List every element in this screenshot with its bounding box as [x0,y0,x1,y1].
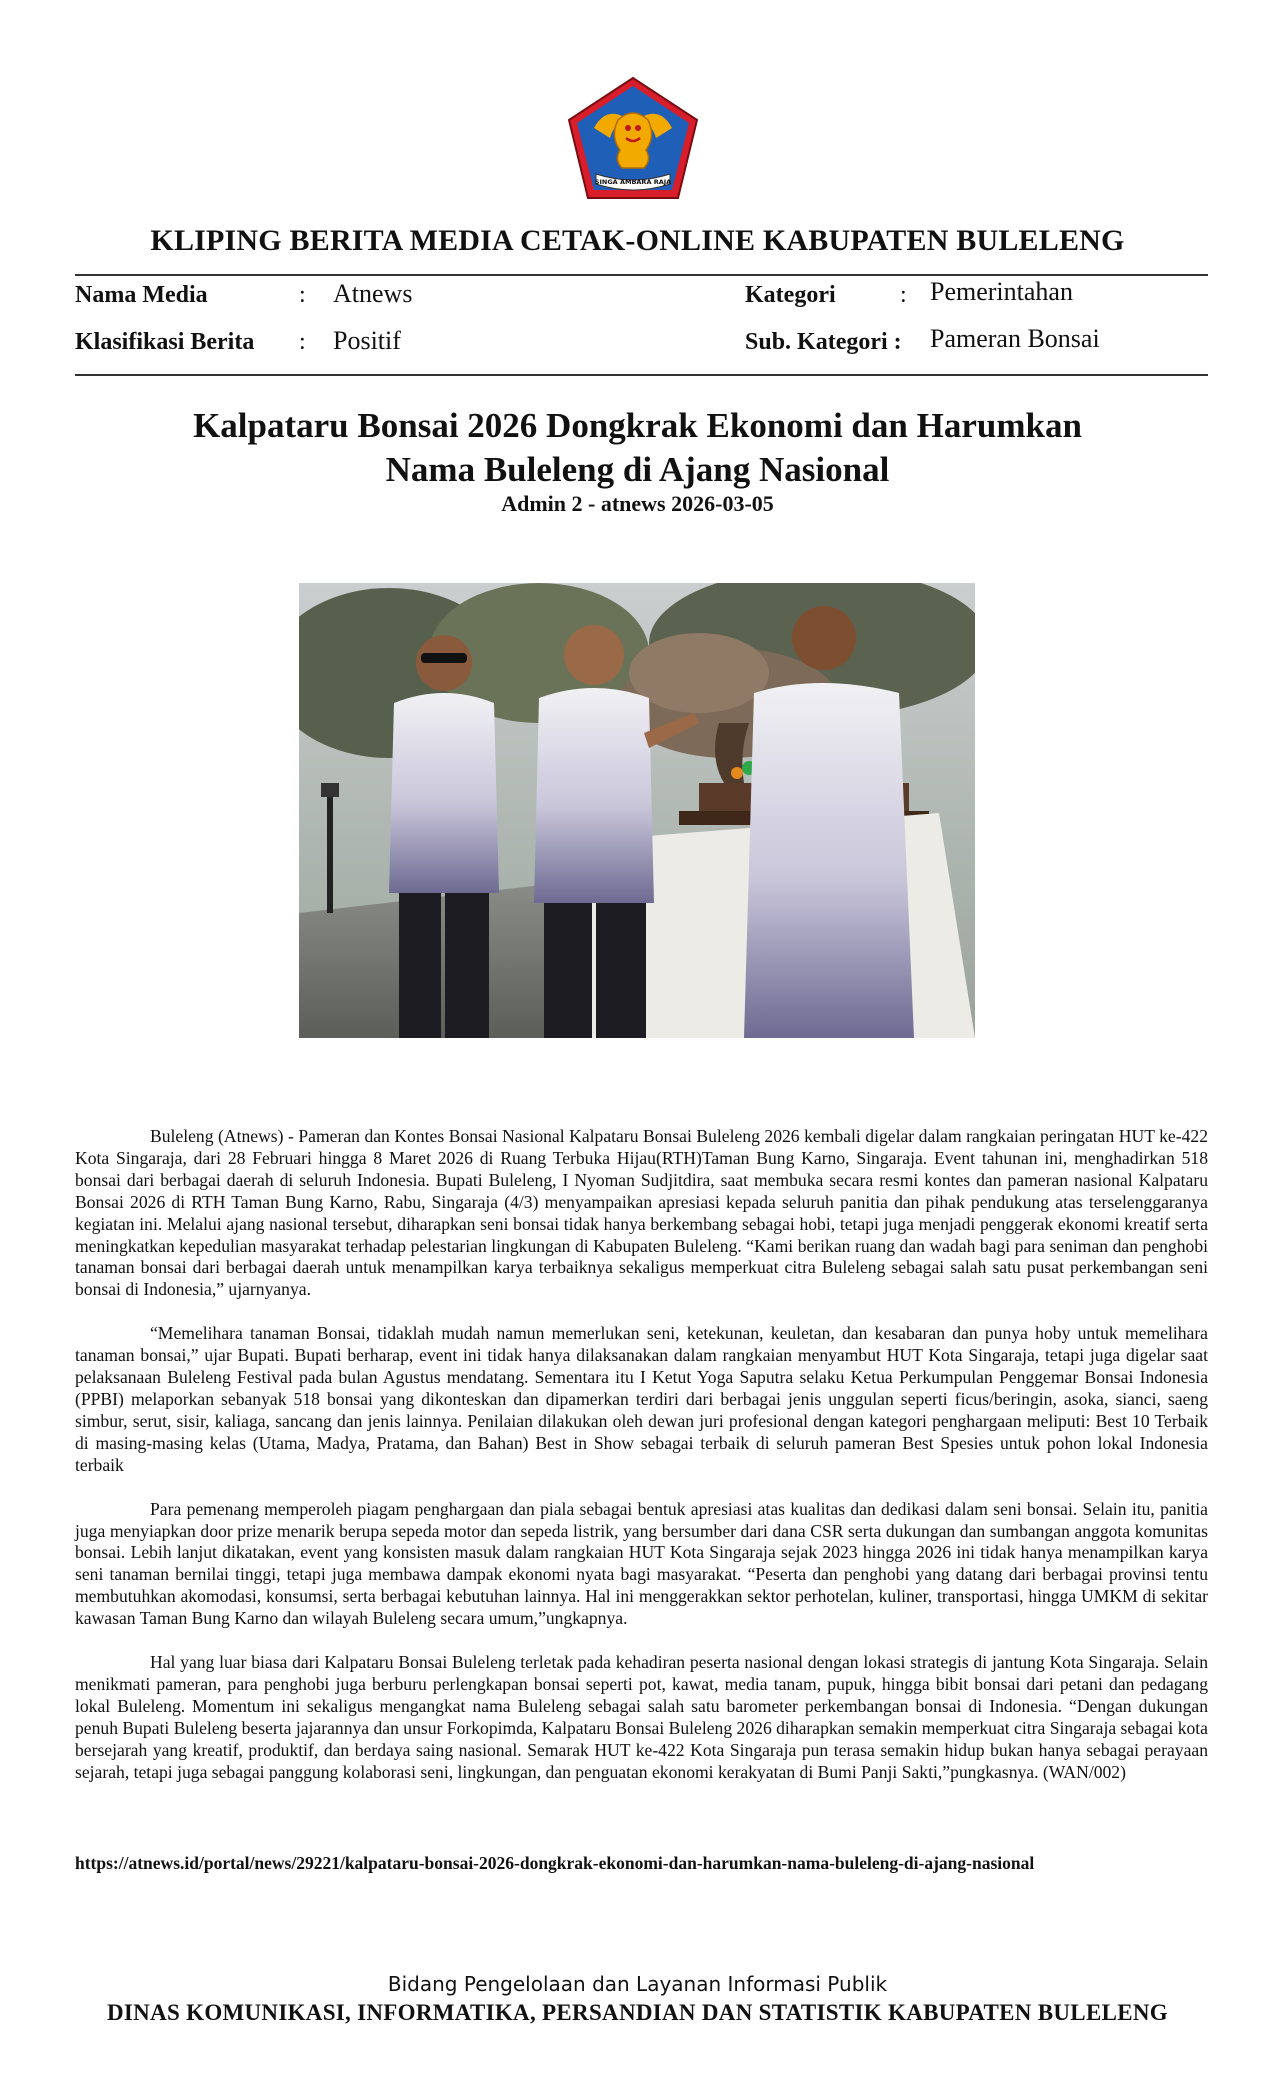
header-divider-bottom [75,374,1208,376]
footer-division: Bidang Pengelolaan dan Layanan Informasi Publik [387,1972,888,1996]
footer-agency: DINAS KOMUNIKASI, INFORMATIKA, PERSANDIAN DAN STATISTIK KABUPATEN BULELENG [107,2000,1168,2025]
subkategori-value: Pameran Bonsai [930,324,1100,353]
article-paragraph: Hal yang luar biasa dari Kalpataru Bonsai Buleleng terletak pada kehadiran peserta nasional dengan lokasi strategis di jantung Kota Singaraja. Selain menikmati pameran, para penghobi juga berburu perlengkapan bonsai seperti pot, kawat, media tanam, pupuk, hingga bibit bonsai dari petani dan pedagang lokal Buleleng. Momentum ini sekaligus mengangkat nama Buleleng sebagai salah satu barometer perkembangan bonsai di Indonesia. “Dengan dukungan penuh Bupati Buleleng beserta jajarannya dan unsur Forkopimda, Kalpataru Bonsai Buleleng 2026 diharapkan semakin memperkuat citra Singaraja sebagai kota bersejarah yang kreatif, produktif, dan berdaya saing nasional. Semarak HUT ke-422 Kota Singaraja pun terasa semakin hidup bukan hanya sebagai perayaan sejarah, tetapi juga sebagai panggung kolaborasi seni, lingkungan, dan penguatan ekonomi kerakyatan di Bumi Panji Sakti,”pungkasnya. (WAN/002) [75,1652,1208,1782]
kategori-label: Kategori [745,282,836,308]
article-photo [299,583,975,1038]
article-title-line-2: Nama Buleleng di Ajang Nasional [385,450,890,489]
subkategori-label: Sub. Kategori : [745,329,902,355]
klasifikasi-row [75,329,254,356]
media-name-row [75,282,208,309]
article-paragraph: Buleleng (Atnews) - Pameran dan Kontes Bonsai Nasional Kalpataru Bonsai Buleleng 2026 kembali digelar dalam rangkaian peringatan HUT ke-422 Kota Singaraja, dari 28 Februari hingga 8 Maret 2026 di Ruang Terbuka Hijau(RTH)Taman Bung Karno, Singaraja. Event tahunan ini, menghadirkan 518 bonsai dari berbagai daerah di seluruh Indonesia. Bupati Buleleng, I Nyoman Sudjitdira, saat membuka secara resmi kontes dan pameran nasional Kalpataru Bonsai 2026 di RTH Taman Bung Karno, Rabu, Singaraja (4/3) menyampaikan apresiasi kepada seluruh panitia dan pihak pendukung atas terselenggaranya kegiatan ini. Melalui ajang nasional tersebut, diharapkan seni bonsai tidak hanya berkembang sebagai hobi, tetapi juga menjadi penggerak ekonomi kreatif serta meningkatkan kepedulian masyarakat terhadap pelestarian lingkungan di Kabupaten Buleleng. “Kami berikan ruang dan wadah bagi para seniman dan penghobi tanaman bonsai dari berbagai daerah untuk menampilkan karya terbaiknya sekaligus memperkuat citra Buleleng sebagai salah satu pusat perkembangan seni bonsai di Indonesia,” ujarnyanya. [75,1126,1208,1300]
header-divider-top [75,274,1208,276]
kategori-colon: : [900,282,907,308]
buleleng-coat-of-arms-logo [566,76,700,200]
article-paragraph: “Memelihara tanaman Bonsai, tidaklah mudah namun memerlukan seni, ketekunan, keuletan, dan kesabaran dan punya hoby untuk memelihara tanaman bonsai,” ujar Bupati. Bupati berharap, event ini tidak hanya dilaksanakan dalam rangkaian menyambut HUT Kota Singaraja, tetapi juga digelar saat pelaksanaan Buleleng Festival pada bulan Agustus mendatang. Sementara itu I Ketut Yoga Saputra selaku Ketua Perkumpulan Penggemar Bonsai Indonesia (PPBI) melaporkan sebanyak 518 bonsai yang dikonteskan dan dipamerkan terdiri dari berbagai jenis unggulan seperti ficus/beringin, asoka, sianci, saeng simbur, serut, sisir, kaliaga, sancang dan jenis lainnya. Penilaian dilakukan oleh dewan juri profesional dengan kategori penghargaan meliputi: Best 10 Terbaik di masing-masing kelas (Utama, Madya, Pratama, dan Bahan) Best in Show sebagai terbaik di seluruh pameran Best Spesies untuk pohon lokal Indonesia terbaik [75,1323,1208,1475]
klasifikasi-label: Klasifikasi Berita [75,329,255,355]
klasifikasi-colon: : [299,329,306,355]
subkategori-value-wrap [930,324,1100,354]
media-name-value: Atnews [333,279,413,308]
kategori-row [745,282,836,309]
logo-motto-text: SINGA AMBARA RAJA [594,178,672,186]
media-name-value-wrap [333,279,412,309]
kategori-value: Pemerintahan [930,277,1073,306]
article-title [100,404,1175,492]
article-byline: Admin 2 - atnews 2026-03-05 [501,491,774,516]
media-name-label: Nama Media [75,282,208,308]
document-header-title: KLIPING BERITA MEDIA CETAK-ONLINE KABUPATEN BULELENG [150,224,1125,257]
klasifikasi-value-wrap [333,326,401,356]
source-url-link[interactable]: https://atnews.id/portal/news/29221/kalpataru-bonsai-2026-dongkrak-ekonomi-dan-harumkan-nama-buleleng-di-ajang-nasional [75,1853,1035,1873]
subkategori-row [745,329,902,356]
klasifikasi-value: Positif [333,326,401,355]
article-paragraph: Para pemenang memperoleh piagam penghargaan dan piala sebagai bentuk apresiasi atas kualitas dan dedikasi dalam seni bonsai. Selain itu, panitia juga menyiapkan door prize menarik berupa sepeda motor dan sepeda listrik, yang bersumber dari dana CSR serta dukungan dan sumbangan anggota komunitas bonsai. Lebih lanjut dikatakan, event yang konsisten masuk dalam rangkaian HUT Kota Singaraja sejak 2023 hingga 2026 ini tidak hanya menampilkan karya seni tanaman bernilai tinggi, tetapi juga membawa dampak ekonomi nyata bagi masyarakat. “Peserta dan penghobi yang datang dari berbagai provinsi tentu membutuhkan akomodasi, konsumsi, serta berbagai kebutuhan lainnya. Hal ini menggerakkan sektor perhotelan, kuliner, transportasi, hingga UMKM di sekitar kawasan Taman Bung Karno dan wilayah Buleleng secara umum,”ungkapnya. [75,1498,1208,1629]
article-title-line-1: Kalpataru Bonsai 2026 Dongkrak Ekonomi dan Harumkan [193,406,1082,445]
media-colon: : [299,282,306,308]
article-body [75,1126,1208,1805]
kategori-value-wrap [930,277,1073,307]
